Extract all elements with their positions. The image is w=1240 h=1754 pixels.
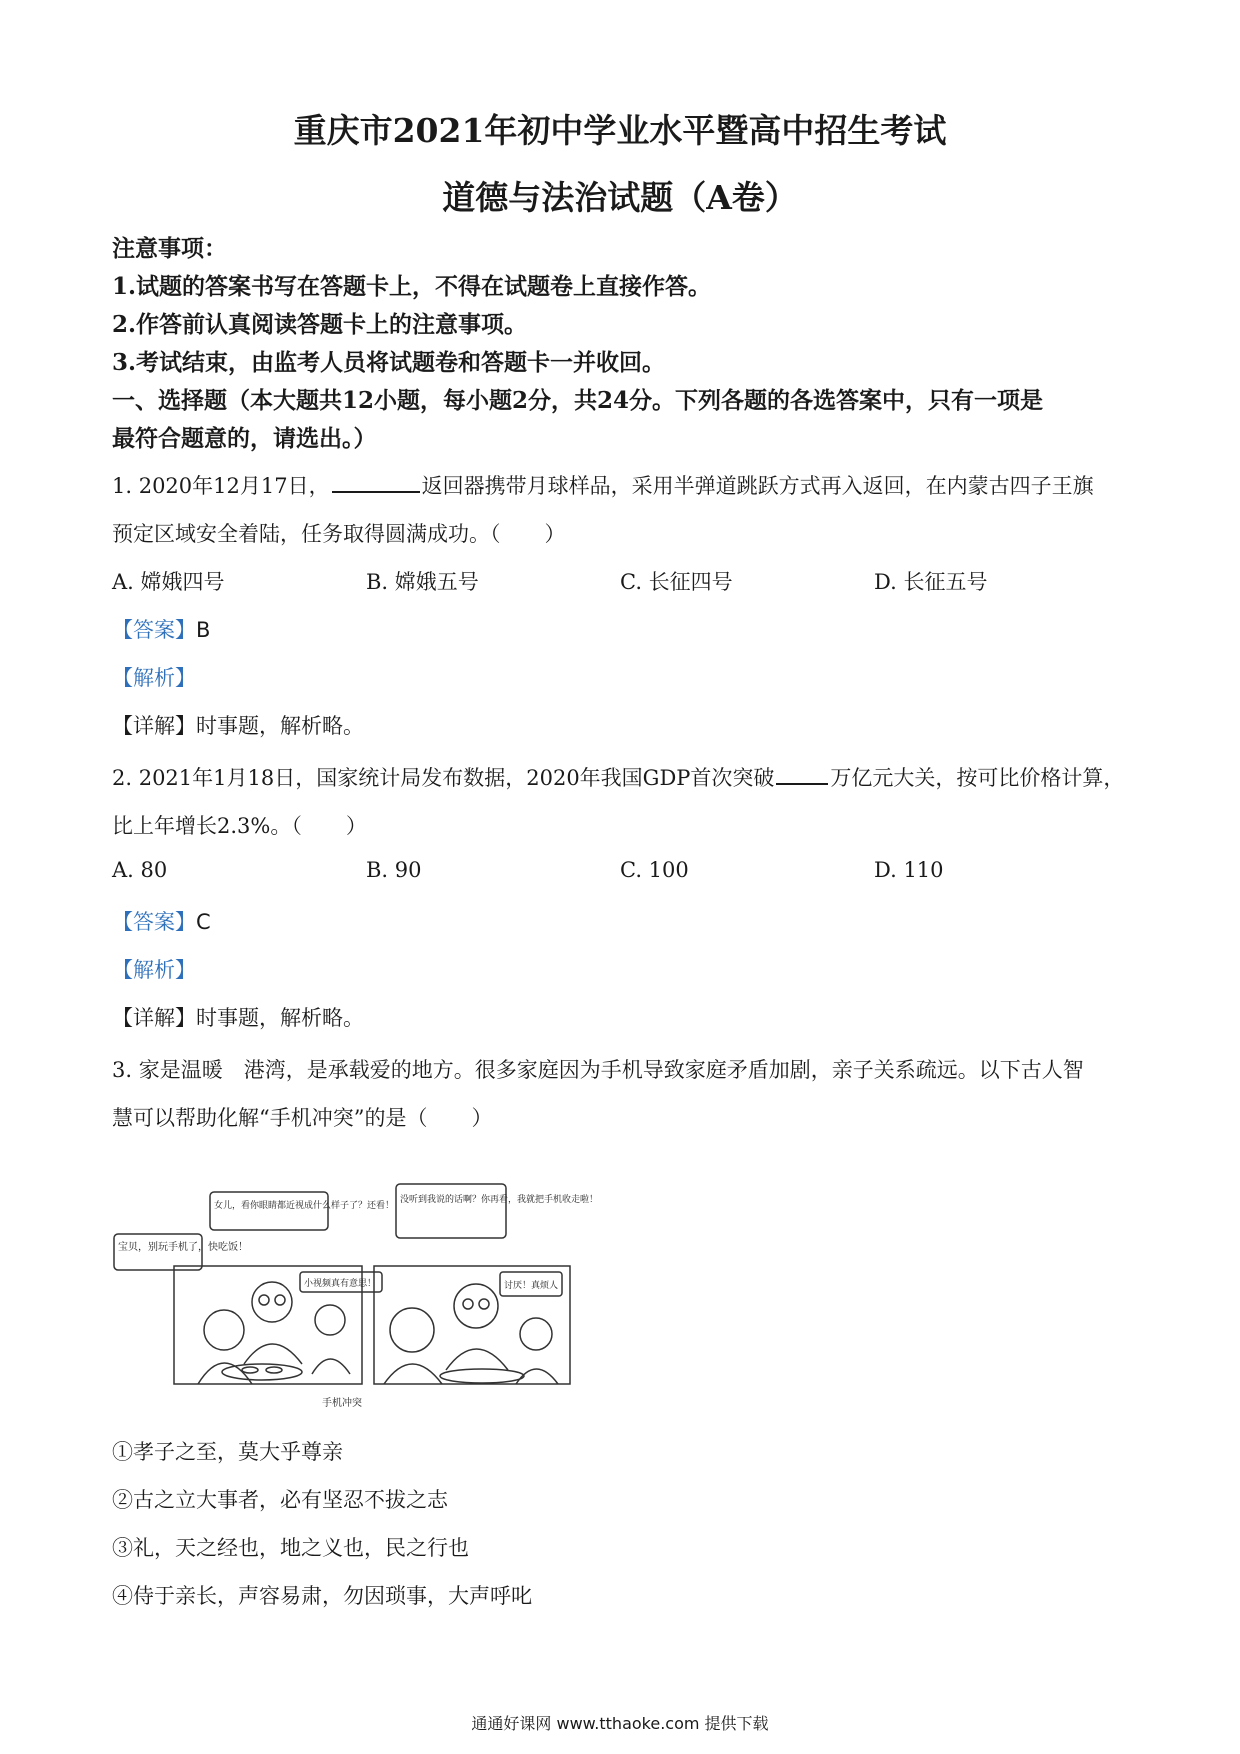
analysis-label: 【解析】: [112, 666, 196, 690]
answer-line: 【答案】C: [112, 910, 211, 934]
question-1-stem-cont: 预定区域安全着陆，任务取得圆满成功。（ ）: [112, 522, 566, 546]
detail-line: 【详解】时事题，解析略。: [112, 1006, 364, 1030]
option: C. 100: [620, 858, 689, 882]
mother-head: [390, 1308, 434, 1352]
statement: ③礼，天之经也，地之义也，民之行也: [112, 1536, 469, 1560]
option: D. 110: [874, 858, 944, 882]
statement: ②古之立大事者，必有坚忍不拔之志: [112, 1488, 448, 1512]
child-head: [315, 1305, 345, 1335]
answer-blank: [776, 765, 828, 785]
detail-line: 【详解】时事题，解析略。: [112, 714, 364, 738]
child-head: [520, 1318, 552, 1350]
statement: ①孝子之至，莫大乎尊亲: [112, 1440, 343, 1464]
question-3-stem-cont: 慧可以帮助化解“手机冲突”的是（ ）: [112, 1106, 493, 1130]
bubble-text: 女儿，看你眼睛都近视成什么样子了？还看！: [214, 1201, 395, 1211]
cartoon-figure: [112, 1184, 599, 1414]
analysis-label: 【解析】: [112, 958, 196, 982]
option: A. 嫦娥四号: [112, 570, 225, 594]
question-2-stem: 2. 2021年1月18日，国家统计局发布数据，2020年我国GDP首次突破 万亿元大关，按可比价格计算，: [112, 766, 1125, 790]
notice-item: 3.考试结束，由监考人员将试题卷和答题卡一并收回。: [112, 349, 666, 376]
notice-item: 1.试题的答案书写在答题卡上，不得在试题卷上直接作答。: [112, 273, 712, 300]
question-2-stem-cont: 比上年增长2.3%。（ ）: [112, 814, 367, 838]
question-3-stem: 3. 家是温暖 港湾，是承载爱的地方。很多家庭因为手机导致家庭矛盾加剧，亲子关系疏远。以下古人智: [112, 1058, 1084, 1082]
page-footer: 通通好课网 www.tthaoke.com 提供下载: [471, 1714, 769, 1733]
bubble-text: 没听到我说的话啊？你再看，我就把手机收走啦！: [400, 1195, 599, 1205]
bubble-text: 小视频真有意思！: [304, 1279, 377, 1289]
exam-title: 重庆市2021年初中学业水平暨高中招生考试: [293, 111, 947, 150]
bubble-text: 宝贝，别玩手机了，快吃饭！: [118, 1242, 248, 1253]
speech-bubble: [396, 1184, 506, 1238]
father-head: [454, 1284, 498, 1328]
answer-blank: [332, 473, 420, 493]
section-heading: 一、选择题（本大题共12小题，每小题2分，共24分。下列各题的各选答案中，只有一项是: [112, 387, 1044, 414]
option: B. 嫦娥五号: [366, 570, 479, 594]
question-1-stem: 1. 2020年12月17日， 返回器携带月球样品，采用半弹道跳跃方式再入返回，在内蒙古四子王旗: [112, 474, 1094, 498]
answer-line: 【答案】B: [112, 618, 211, 642]
father-head: [252, 1282, 292, 1322]
bubble-text: 讨厌！真烦人: [504, 1281, 559, 1291]
figure-caption: 手机冲突: [322, 1398, 362, 1409]
notice-item: 2.作答前认真阅读答题卡上的注意事项。: [112, 311, 528, 338]
option: A. 80: [112, 858, 168, 882]
speech-bubble: [210, 1192, 328, 1230]
section-heading-cont: 最符合题意的，请选出。）: [112, 425, 377, 452]
option: C. 长征四号: [620, 570, 733, 594]
mother-head: [204, 1310, 244, 1350]
exam-subtitle: 道德与法治试题（A卷）: [442, 178, 798, 217]
notice-heading: 注意事项：: [112, 235, 227, 262]
option: D. 长征五号: [874, 570, 988, 594]
option: B. 90: [366, 858, 422, 882]
statement: ④侍于亲长，声容易肃，勿因琐事，大声呼叱: [112, 1584, 532, 1608]
